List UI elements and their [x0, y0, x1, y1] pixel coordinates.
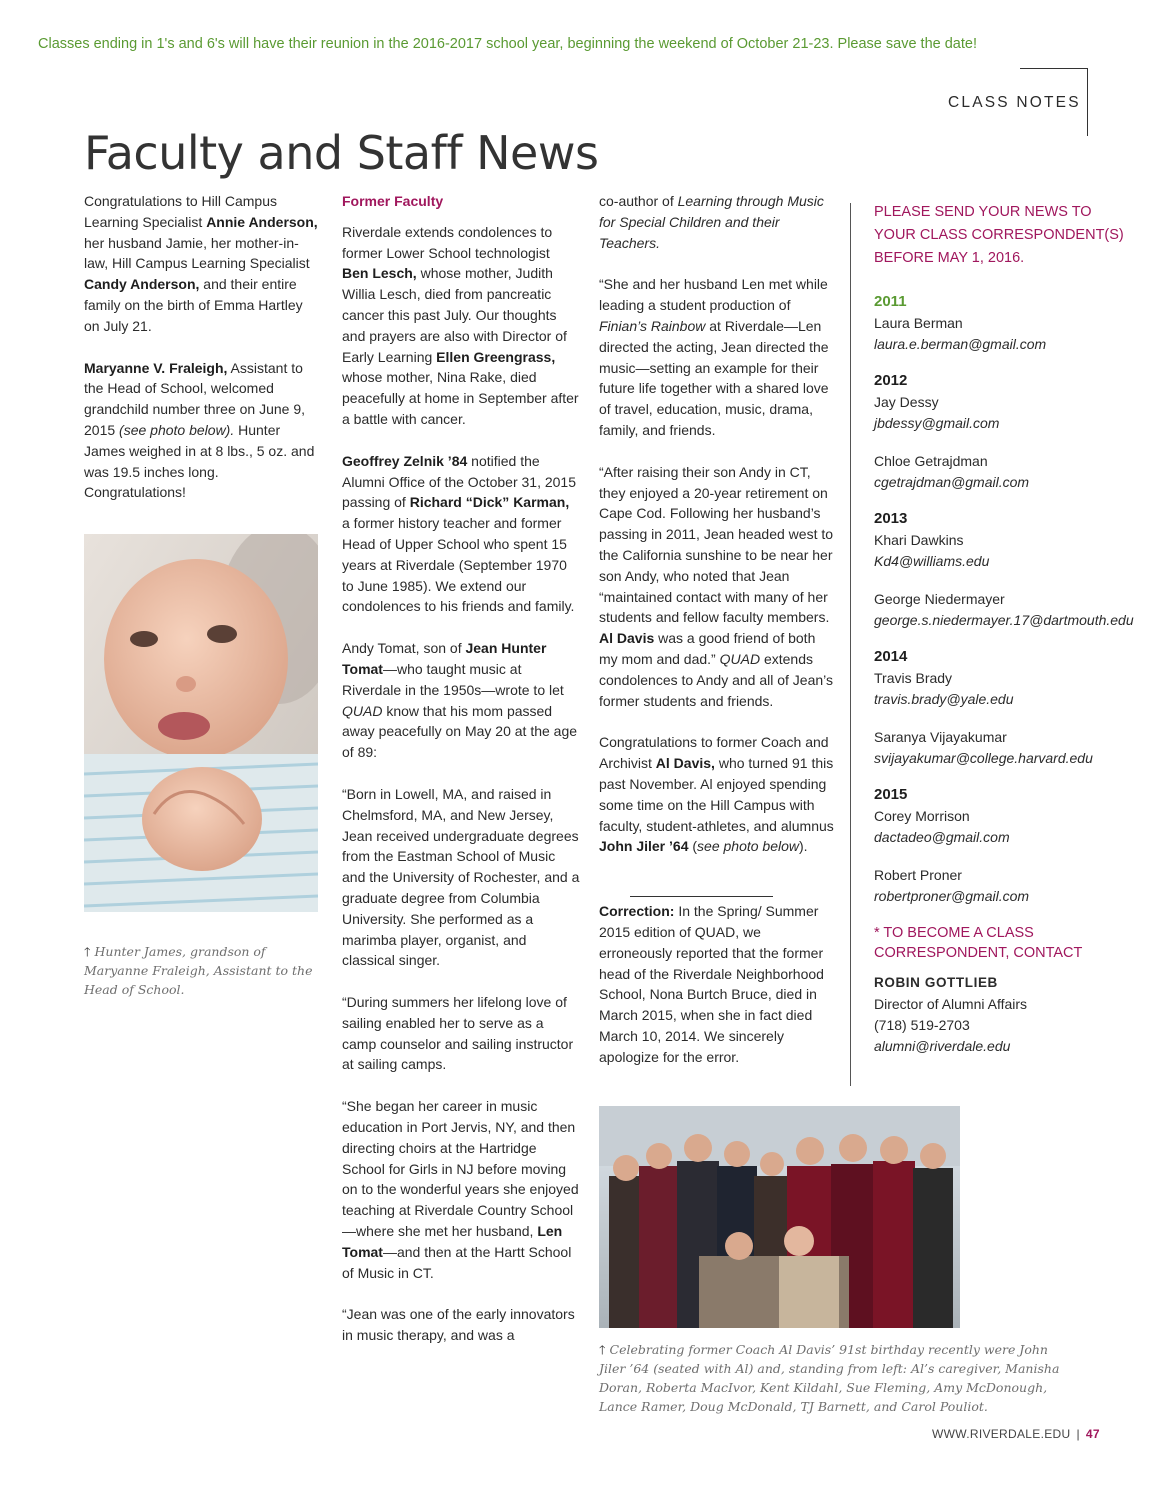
paragraph-coauthor — [599, 191, 835, 253]
paragraph-tomat-len — [599, 274, 835, 440]
correspondent-email[interactable]: laura.e.berman@gmail.com — [874, 335, 1047, 352]
paragraph-tomat-innovator: “Jean was one of the early innovators in music therapy, and was a — [342, 1306, 575, 1344]
correspondent-entry — [874, 668, 1134, 710]
correspondent-entry — [874, 865, 1134, 907]
text: —who taught music at Riverdale in the 1950s—wrote to let — [342, 660, 564, 698]
text: —and then at the Hartt School of Music in CT. — [342, 1243, 572, 1281]
text: Assistant to the Head of School, welcomed grandchild number three on June 9, 2015 — [84, 359, 306, 438]
correspondent-name: Robert Proner — [874, 866, 962, 883]
name-richard-karman: Richard “Dick” Karman, — [409, 494, 570, 511]
book-title: Learning through Music for Special Children and their Teachers. — [599, 193, 824, 251]
name-ellen-greengrass: Ellen Greengrass, — [436, 348, 556, 365]
page-title: Faculty and Staff News — [84, 126, 599, 180]
contact-phone[interactable]: (718) 519-2703 — [874, 1016, 970, 1033]
correspondent-entry — [874, 313, 1134, 355]
paragraph-tomat-career — [342, 1096, 580, 1283]
text: Andy Tomat, son of — [342, 640, 466, 657]
text: at Riverdale—Len directed the acting, Jean directed the music—setting an example for their future life together with a shared love of travel, education, music, drama, family, and friends. — [599, 317, 829, 438]
year-heading: 2015 — [874, 786, 908, 804]
text: who turned 91 this past November. Al enjoyed spending some time on the Hill Campus with faculty, student-athletes, and alumnus — [599, 755, 834, 834]
year-heading: 2013 — [874, 510, 908, 528]
text: her husband Jamie, her mother-in-law, Hill Campus Learning Specialist — [84, 234, 310, 272]
correspondent-email[interactable]: george.s.niedermayer.17@dartmouth.edu — [874, 611, 1134, 628]
correspondent-name: Laura Berman — [874, 314, 963, 331]
text: Riverdale extends condolences to former Lower School technologist — [342, 223, 553, 261]
paragraph-tomat-retirement — [599, 462, 835, 712]
become-correspondent-notice: * TO BECOME A CLASS CORRESPONDENT, CONTACT — [874, 925, 1083, 962]
section-divider — [630, 896, 773, 897]
correspondent-email[interactable]: svijayakumar@college.harvard.edu — [874, 749, 1093, 766]
column-3 — [599, 191, 835, 1088]
caption-text: Celebrating former Coach Al Davis’ 91st birthday recently were John Jiler ’64 (seated with Al) and, standing from left: Al’s caregiver, Manisha Doran, Roberta MacIvor, Kent Kildahl, Sue Fleming, Amy McDonough, Lance Ramer, Doug McDonald, TJ Barnett, and Carol Pouliot. — [599, 1342, 1060, 1414]
correspondent-email[interactable]: Kd4@williams.edu — [874, 552, 990, 569]
website-link[interactable]: WWW.RIVERDALE.EDU — [932, 1427, 1071, 1441]
correspondent-entry — [874, 806, 1134, 848]
name-al-davis: Al Davis, — [655, 755, 715, 772]
text: Congratulations to Hill Campus Learning Specialist — [84, 193, 277, 230]
name-len-tomat: Len Tomat — [342, 1223, 563, 1260]
page-footer — [932, 1427, 1100, 1441]
class-correspondents-sidebar — [874, 201, 1134, 1057]
footer-separator: | — [1076, 1427, 1080, 1441]
correspondent-email[interactable]: dactadeo@gmail.com — [874, 828, 1010, 845]
correspondent-entry — [874, 530, 1134, 572]
group-photo-caption — [599, 1340, 1069, 1416]
quad-title: QUAD — [719, 650, 761, 667]
text: Hunter James weighed in at 8 lbs., 5 oz. and was 19.5 inches long. Congratulations! — [84, 421, 315, 501]
correspondent-entry — [874, 451, 1134, 493]
text: extends condolences to Andy and all of Jean’s former students and friends. — [599, 650, 834, 709]
photo-reference: see photo below — [697, 838, 800, 855]
text: was a good friend of both my mom and dad.” — [599, 630, 816, 667]
name-annie-anderson: Annie Anderson, — [206, 213, 318, 230]
year-heading: 2012 — [874, 372, 908, 390]
correspondent-entry — [874, 589, 1134, 631]
paragraph-tomat-education: “Born in Lowell, MA, and raised in Chelmsford, MA, and New Jersey, Jean received undergraduate degrees from the Eastman School of Music and the University of Rochester, and a graduate degree from Columbia University. She performed as a marimba player, organist, and classical singer. — [342, 785, 580, 969]
paragraph-al-davis — [599, 732, 835, 857]
name-ben-lesch: Ben Lesch, — [342, 265, 417, 282]
correspondent-entry — [874, 392, 1134, 434]
correspondent-name: Corey Morrison — [874, 808, 970, 825]
paragraph-condolences — [342, 222, 580, 430]
text: co-author of — [599, 193, 678, 209]
correspondent-name: George Niedermayer — [874, 590, 1005, 607]
contact-email[interactable]: alumni@riverdale.edu — [874, 1037, 1011, 1054]
year-heading: 2014 — [874, 648, 908, 666]
column-2 — [342, 191, 580, 1367]
name-maryanne-fraleigh: Maryanne V. Fraleigh, — [84, 359, 228, 376]
correspondent-email[interactable]: robertproner@gmail.com — [874, 887, 1030, 904]
baby-photo — [84, 534, 318, 912]
page-number: 47 — [1085, 1427, 1100, 1441]
correction-label: Correction: — [599, 903, 675, 920]
correspondent-name: Khari Dawkins — [874, 532, 964, 549]
paragraph-tomat-intro — [342, 638, 580, 763]
correspondent-email[interactable]: jbdessy@gmail.com — [874, 414, 1000, 431]
name-geoffrey-zelnik: Geoffrey Zelnik ’84 — [342, 452, 468, 469]
paragraph-karman — [342, 451, 580, 617]
year-heading: 2011 — [874, 293, 907, 310]
group-photo — [599, 1106, 960, 1328]
group-photo-illustration — [599, 1106, 960, 1328]
subhead-former-faculty: Former Faculty — [342, 193, 444, 209]
column-1 — [84, 191, 320, 524]
arrow-up-icon: 🡑 — [84, 944, 91, 959]
text: ). — [799, 838, 808, 855]
reunion-banner: Classes ending in 1's and 6's will have their reunion in the 2016-2017 school year, beginning the weekend of October 21-23. Please save the date! — [38, 36, 977, 52]
text: “After raising their son Andy in CT, they enjoyed a 20-year retirement on Cape Cod. Following her husband’s passing in 2011, Jean headed west to the California sunshine to be near her son Andy, who noted that Jean “maintained contact with many of her students and fellow faculty members. — [599, 463, 834, 626]
name-candy-anderson: Candy Anderson, — [84, 276, 200, 293]
correspondent-email[interactable]: travis.brady@yale.edu — [874, 690, 1014, 707]
text: whose mother, Judith Willia Lesch, died from pancreatic cancer this past July. Our thoughts and prayers are also with Director of Early Learning — [342, 265, 567, 365]
arrow-up-icon: 🡑 — [599, 1342, 606, 1357]
text: a former history teacher and former Head of Upper School who spent 15 years at Riverdale (September 1970 to June 1985). We extend our condolences to his friends and family. — [342, 515, 575, 615]
paragraph-tomat-sailing: “During summers her lifelong love of sailing enabled her to serve as a camp counselor and sailing instructor at sailing camps. — [342, 994, 574, 1073]
text: In the Spring/ Summer 2015 edition of QUAD, we erroneously reported that the former head of the Riverdale Neighborhood School, Nona Burtch Bruce, died in March 2015, when she in fact died March 10, 2014. We sincerely apologize for the error. — [599, 903, 824, 1065]
corner-rule-vertical — [1087, 68, 1088, 136]
text: know that his mom passed away peacefully on May 20 at the age of 89: — [342, 702, 578, 761]
photo-reference: (see photo below). — [119, 421, 235, 438]
name-john-jiler: John Jiler ’64 — [599, 838, 689, 855]
corner-rule-horizontal — [1020, 68, 1087, 69]
paragraph-fraleigh — [84, 358, 320, 504]
paragraph-correction — [599, 901, 835, 1067]
production-title: Finian’s Rainbow — [599, 317, 706, 334]
contact-title: Director of Alumni Affairs — [874, 996, 1028, 1013]
send-news-notice: PLEASE SEND YOUR NEWS TO YOUR CLASS CORRESPONDENT(S) BEFORE MAY 1, 2016. — [874, 204, 1124, 266]
correspondent-name: Jay Dessy — [874, 394, 939, 411]
correspondent-email[interactable]: cgetrajdman@gmail.com — [874, 473, 1030, 490]
baby-photo-caption — [84, 942, 316, 999]
caption-text: Hunter James, grandson of Maryanne Fraleigh, Assistant to the Head of School. — [84, 944, 313, 997]
sidebar-rule — [850, 203, 851, 1086]
text: Congratulations to former Coach and Archivist — [599, 734, 829, 772]
section-label: CLASS NOTES — [948, 94, 1081, 111]
paragraph-anderson — [84, 191, 320, 337]
name-al-davis: Al Davis — [599, 630, 655, 647]
text: notified the Alumni Office of the October 31, 2015 passing of — [342, 452, 576, 511]
correspondent-name: Saranya Vijayakumar — [874, 728, 1007, 745]
text: whose mother, Nina Rake, died peacefully at home in September after a battle with cancer. — [342, 369, 579, 427]
text: ( — [688, 838, 698, 855]
contact-name: ROBIN GOTTLIEB — [874, 975, 998, 991]
correspondent-entry — [874, 727, 1134, 769]
quad-title: QUAD — [342, 702, 383, 719]
text: “She and her husband Len met while leading a student production of — [599, 276, 828, 314]
correspondent-name: Travis Brady — [874, 670, 953, 687]
text: “She began her career in music education in Port Jervis, NY, and then directing choirs at the Hartridge School for Girls in NJ before moving on to the wonderful years she enjoyed teaching at Riverdale Country School—where she met her husband, — [342, 1098, 579, 1240]
text: and their entire family on the birth of Emma Hartley on July 21. — [84, 276, 303, 334]
baby-photo-illustration — [84, 534, 318, 912]
name-jean-hunter-tomat: Jean Hunter Tomat — [342, 640, 547, 677]
correspondent-name: Chloe Getrajdman — [874, 452, 988, 469]
